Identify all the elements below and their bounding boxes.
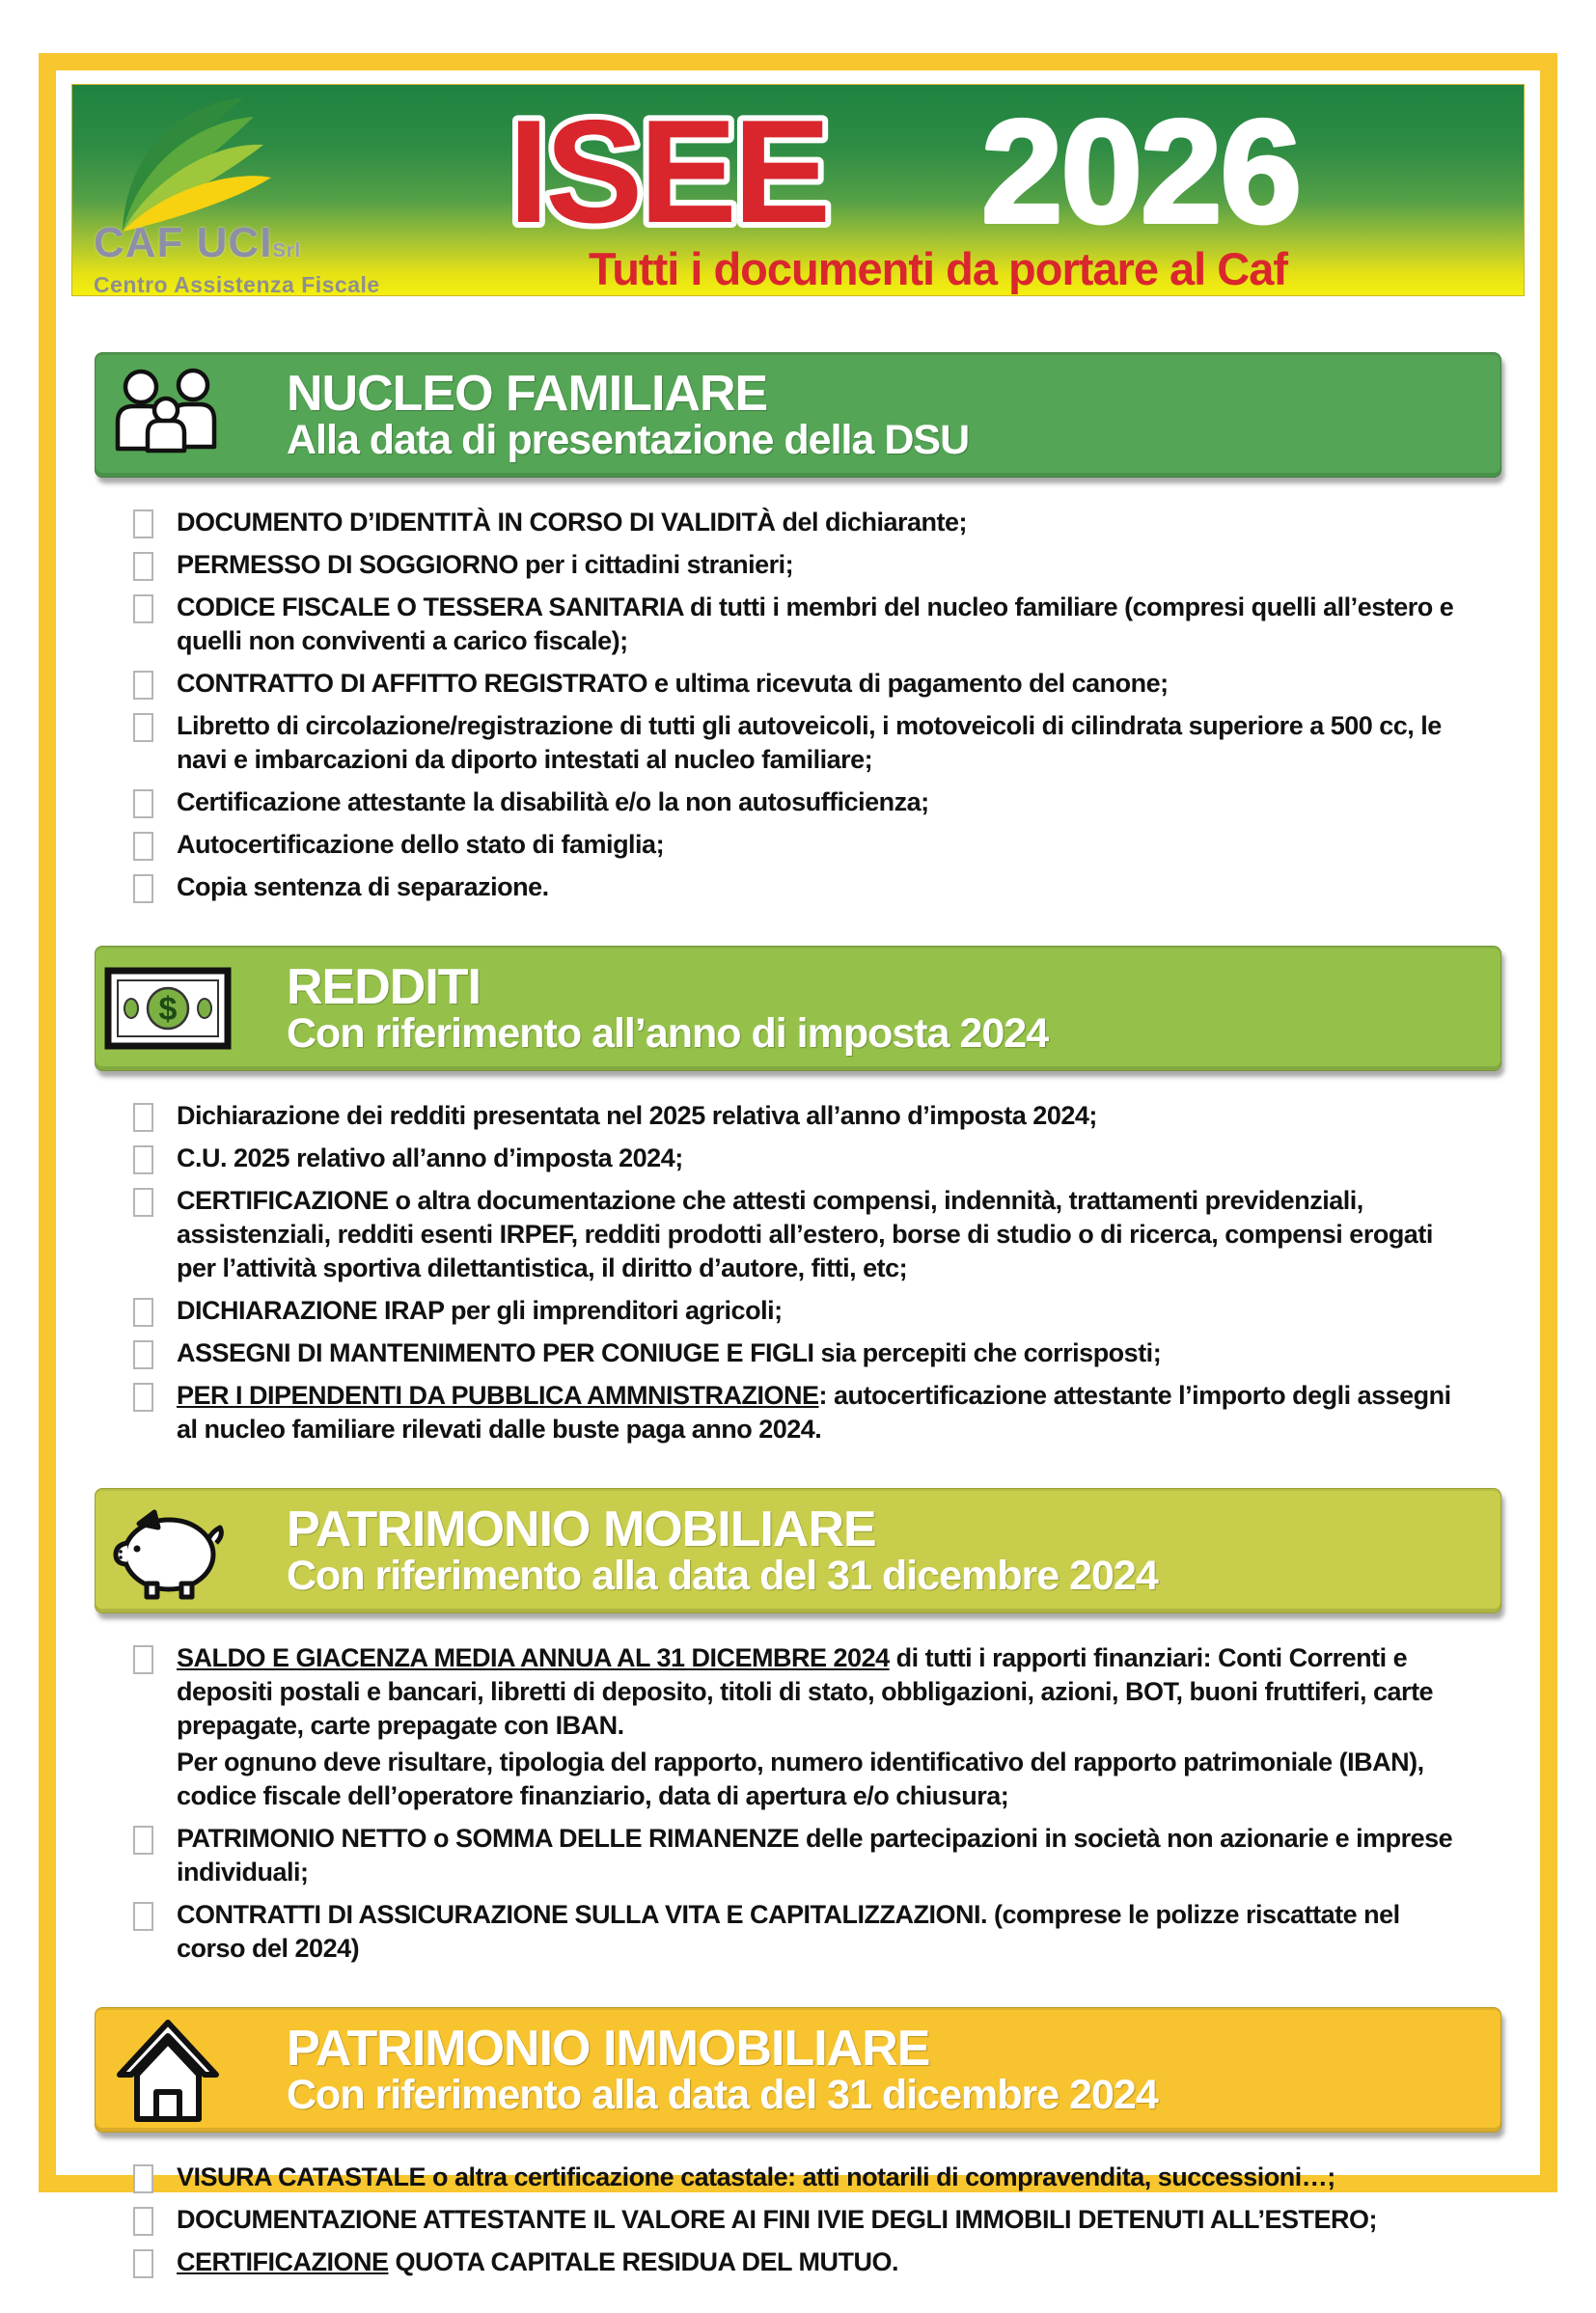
- checkbox-icon: [133, 1145, 153, 1174]
- brand-suffix: Srl: [272, 240, 302, 262]
- title-isee: ISEE: [508, 90, 828, 254]
- checkbox-icon: [133, 2207, 153, 2236]
- house-icon: [96, 2015, 240, 2125]
- checkbox-icon: [133, 2249, 153, 2278]
- checklist-item: [133, 2203, 1467, 2237]
- header-banner: [71, 84, 1525, 296]
- item-text: CERTIFICAZIONE o altra documentazione che attesti compensi, indennità, trattamenti previdenziali, assistenziali, redditi esenti IRPEF, redditi prodotti all’estero, borse di studio o di ricerca, compensi erogati per l’attività sportiva dilettantistica, il diritto d’autore, fitti, etc;: [177, 1186, 1433, 1282]
- section-banner-redditi: [95, 946, 1501, 1071]
- section-subtitle: Alla data di presentazione della DSU: [287, 416, 970, 463]
- checkbox-icon: [133, 2164, 153, 2193]
- checkbox-icon: [133, 1383, 153, 1412]
- section-title: NUCLEO FAMILIARE: [287, 365, 768, 422]
- section-banner-patrimonio-immobiliare: [95, 2007, 1501, 2133]
- checkbox-icon: [133, 874, 153, 903]
- yellow-frame: [39, 53, 1557, 2276]
- header-subtitle: Tutti i documenti da portare al Caf: [588, 243, 1288, 294]
- checklist-item: [133, 1184, 1467, 1285]
- checkbox-icon: [133, 594, 153, 623]
- checklist-patrimonio-immobiliare: [71, 2133, 1525, 2313]
- section-title: PATRIMONIO MOBILIARE: [287, 1501, 876, 1557]
- item-text: DOCUMENTO D’IDENTITÀ IN CORSO DI VALIDITÀ del dichiarante;: [177, 508, 968, 537]
- item-text: SALDO E GIACENZA MEDIA ANNUA AL 31 DICEMBRE 2024 di tutti i rapporti finanziari: Conti Correnti e depositi postali e bancari, libretti di deposito, titoli di stato, obbligazioni, azioni, BOT, buoni fruttiferi, carte prepagate, carte prepagate con IBAN. Per ognuno deve risultare, tipologia del rapporto, numero identificativo del rapporto patrimoniale (IBAN), codice fiscale dell’operatore finanziario, data di apertura e/o chiusura;: [177, 1641, 1467, 1813]
- section-title: PATRIMONIO IMMOBILIARE: [287, 2020, 930, 2077]
- item-text: VISURA CATASTALE o altra certificazione catastale: atti notarili di compravendita, successioni…;: [177, 2162, 1335, 2191]
- item-text: CONTRATTO DI AFFITTO REGISTRATO e ultima ricevuta di pagamento del canone;: [177, 669, 1169, 698]
- banknote-icon: [96, 967, 240, 1050]
- section-subtitle: Con riferimento alla data del 31 dicembre 2024: [287, 1552, 1158, 1599]
- item-text: CONTRATTI DI ASSICURAZIONE SULLA VITA E CAPITALIZZAZIONI. (comprese le polizze riscattate nel corso del 2024): [177, 1900, 1400, 1963]
- title-year: 2026: [980, 90, 1301, 254]
- checklist-item: [133, 1641, 1467, 1813]
- checklist-item: [133, 1336, 1467, 1370]
- section-banner-nucleo-familiare: [95, 352, 1501, 478]
- svg-text:$: $: [158, 991, 178, 1028]
- checklist-item: [133, 1822, 1467, 1889]
- checklist-item: [133, 1898, 1467, 1966]
- checkbox-icon: [133, 789, 153, 818]
- checklist-item: [133, 591, 1467, 658]
- title-zone: [362, 89, 1514, 295]
- checklist-nucleo-familiare: [71, 478, 1525, 938]
- checklist-item: [133, 2161, 1467, 2194]
- checklist-item: [133, 1379, 1467, 1446]
- item-text: Dichiarazione dei redditi presentata nel 2025 relativa all’anno d’imposta 2024;: [177, 1101, 1097, 1130]
- checklist-item: [133, 2245, 1467, 2279]
- checklist-item: [133, 828, 1467, 862]
- item-text: PATRIMONIO NETTO o SOMMA DELLE RIMANENZE delle partecipazioni in società non azionarie e imprese individuali;: [177, 1824, 1453, 1886]
- checklist-item: [133, 709, 1467, 777]
- caf-uci-logo: [94, 91, 383, 298]
- checkbox-icon: [133, 1340, 153, 1369]
- checklist-patrimonio-mobiliare: [71, 1613, 1525, 1999]
- checkbox-icon: [133, 713, 153, 742]
- item-text: CERTIFICAZIONE QUOTA CAPITALE RESIDUA DEL MUTUO.: [177, 2247, 898, 2276]
- checkbox-icon: [133, 832, 153, 861]
- item-text: PERMESSO DI SOGGIORNO per i cittadini stranieri;: [177, 550, 794, 579]
- checkbox-icon: [133, 552, 153, 581]
- checklist-item: [133, 1142, 1467, 1175]
- checklist-item: [133, 667, 1467, 701]
- checkbox-icon: [133, 1298, 153, 1327]
- family-icon: [96, 362, 240, 468]
- brand-tagline: Centro Assistenza Fiscale: [94, 272, 380, 297]
- item-text: CODICE FISCALE O TESSERA SANITARIA di tutti i membri del nucleo familiare (compresi quelli all’estero e quelli non conviventi a carico fiscale);: [177, 592, 1454, 655]
- checklist-redditi: [71, 1071, 1525, 1480]
- checkbox-icon: [133, 1902, 153, 1931]
- checkbox-icon: [133, 1645, 153, 1674]
- brand-name: CAF UCISrl: [94, 219, 302, 266]
- checkbox-icon: [133, 1826, 153, 1855]
- item-text: Autocertificazione dello stato di famiglia;: [177, 830, 665, 859]
- item-text: Certificazione attestante la disabilità e/o la non autosufficienza;: [177, 787, 929, 816]
- item-text: DICHIARAZIONE IRAP per gli imprenditori agricoli;: [177, 1296, 783, 1325]
- checklist-item: [133, 870, 1467, 904]
- item-text: PER I DIPENDENTI DA PUBBLICA AMMNISTRAZIONE: autocertificazione attestante l’importo degli assegni al nucleo familiare rilevati dalle buste paga anno 2024.: [177, 1381, 1451, 1444]
- leaf-icon: [111, 91, 309, 235]
- checklist-item: [133, 785, 1467, 819]
- checklist-item: [133, 1294, 1467, 1328]
- checkbox-icon: [133, 671, 153, 700]
- section-banner-patrimonio-mobiliare: [95, 1488, 1501, 1613]
- item-text: ASSEGNI DI MANTENIMENTO PER CONIUGE E FIGLI sia percepiti che corrisposti;: [177, 1338, 1162, 1367]
- item-text: Copia sentenza di separazione.: [177, 872, 549, 901]
- item-text: DOCUMENTAZIONE ATTESTANTE IL VALORE AI FINI IVIE DEGLI IMMOBILI DETENUTI ALL’ESTERO;: [177, 2205, 1377, 2234]
- item-text: Libretto di circolazione/registrazione di tutti gli autoveicoli, i motoveicoli di cilindrata superiore a 500 cc, le navi e imbarcazioni da diporto intestati al nucleo familiare;: [177, 711, 1442, 774]
- item-text: C.U. 2025 relativo all’anno d’imposta 2024;: [177, 1143, 683, 1172]
- main-title: [369, 89, 1507, 254]
- checkbox-icon: [133, 509, 153, 538]
- checklist-item: [133, 1099, 1467, 1133]
- section-subtitle: Con riferimento all’anno di imposta 2024: [287, 1009, 1049, 1057]
- piggy-bank-icon: [96, 1499, 240, 1603]
- item-paragraph: Per ognuno deve risultare, tipologia del rapporto, numero identificativo del rapporto patrimoniale (IBAN), codice fiscale dell’operatore finanziario, data di apertura e/o chiusura;: [177, 1748, 1424, 1810]
- checklist-item: [133, 506, 1467, 539]
- section-subtitle: Con riferimento alla data del 31 dicembre 2024: [287, 2071, 1158, 2118]
- checkbox-icon: [133, 1103, 153, 1132]
- checkbox-icon: [133, 1188, 153, 1217]
- section-title: REDDITI: [287, 958, 481, 1015]
- checklist-item: [133, 548, 1467, 582]
